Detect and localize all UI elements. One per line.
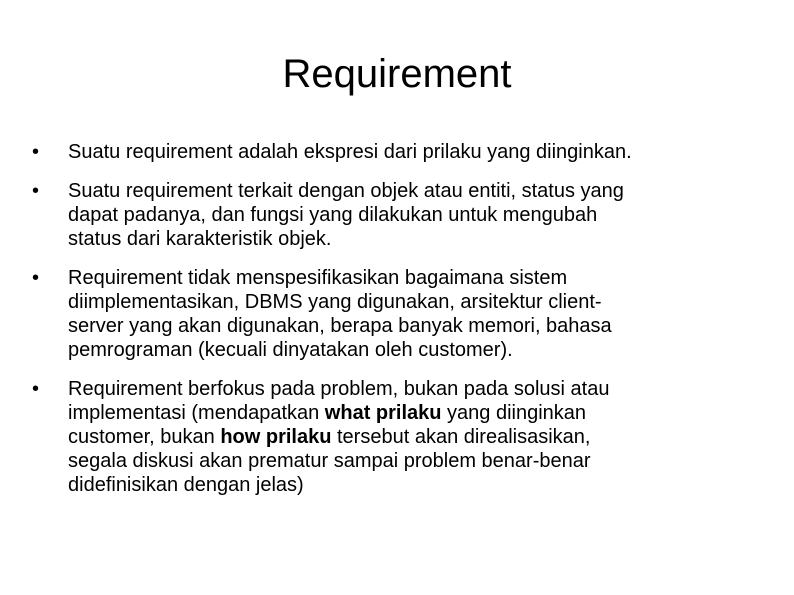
slide-title: Requirement <box>282 52 512 96</box>
bullet-line: Requirement tidak menspesifikasikan bagaimana sistem <box>68 267 568 289</box>
bullet-line-text: tersebut akan direalisasikan, <box>331 426 591 448</box>
bullet-text <box>68 377 738 497</box>
bullet-line-text: customer, bukan <box>68 426 221 448</box>
bullet-line <box>68 402 586 424</box>
bullet-list <box>28 140 768 512</box>
bullet-item-2 <box>28 179 768 251</box>
bullet-line-text: yang diinginkan <box>441 402 587 424</box>
bullet-text <box>68 140 738 164</box>
bullet-line: Suatu requirement terkait dengan objek atau entiti, status yang <box>68 180 624 202</box>
bullet-line: Requirement berfokus pada problem, bukan pada solusi atau <box>68 378 610 400</box>
bullet-text <box>68 179 738 251</box>
bullet-line: Suatu requirement adalah ekspresi dari prilaku yang diinginkan. <box>68 141 632 163</box>
bullet-item-4 <box>28 377 768 497</box>
bullet-line: didefinisikan dengan jelas) <box>68 474 304 496</box>
bullet-dot-icon: • <box>32 267 40 289</box>
bullet-item-3 <box>28 266 768 362</box>
bullet-item-1 <box>28 140 768 164</box>
bullet-dot-icon: • <box>32 378 40 400</box>
bullet-line: status dari karakteristik objek. <box>68 228 332 250</box>
bullet-line-text: implementasi (mendapatkan <box>68 402 325 424</box>
bullet-line: segala diskusi akan prematur sampai problem benar-benar <box>68 450 591 472</box>
bullet-line: server yang akan digunakan, berapa banyak memori, bahasa <box>68 315 612 337</box>
bullet-text <box>68 266 738 362</box>
bullet-line: pemrograman (kecuali dinyatakan oleh customer). <box>68 339 513 361</box>
bullet-line: diimplementasikan, DBMS yang digunakan, arsitektur client- <box>68 291 602 313</box>
bullet-line <box>68 426 590 448</box>
bullet-dot-icon: • <box>32 180 40 202</box>
bold-phrase-what: what prilaku <box>324 402 442 424</box>
bullet-line: dapat padanya, dan fungsi yang dilakukan untuk mengubah <box>68 204 598 226</box>
bullet-dot-icon: • <box>32 141 40 163</box>
bold-phrase-how: how prilaku <box>220 426 332 448</box>
